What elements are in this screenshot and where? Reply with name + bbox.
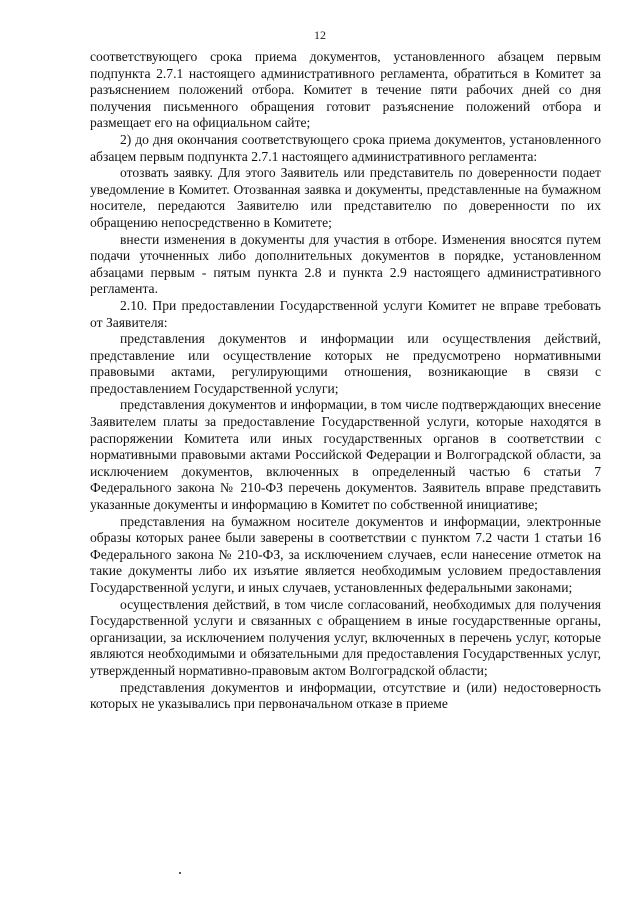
document-body [90, 49, 601, 713]
paragraph: соответствующего срока приема документов, установленного абзацем первым подпункта 2.7.1 настоящего административного регламента, обратиться в Комитет за разъяснением положений отбора. Комитет в течение пяти рабочих дней со дня получения письменного обращения готовит разъяснение положений отбора и размещает его на официальном сайте; [90, 49, 601, 131]
paragraph: отозвать заявку. Для этого Заявитель или представитель по доверенности подает уведомление в Комитет. Отозванная заявка и документы, представленные на бумажном носителе, передаются Заявителю или представителю по доверенности по их обращению непосредственно в Комитете; [90, 165, 601, 230]
paragraph: 2) до дня окончания соответствующего срока приема документов, установленного абзацем первым подпункта 2.7.1 настоящего административного регламента: [90, 131, 601, 164]
paragraph: внести изменения в документы для участия в отборе. Изменения вносятся путем подачи уточненных либо дополнительных документов в порядке, установленном абзацами первым - пятым пункта 2.8 и пункта 2.9 настоящего административного регламента. [90, 231, 601, 297]
paragraph: представления документов и информации или осуществления действий, представление или осуществление которых не предусмотрено нормативными правовыми актами, регулирующими отношения, возникающие в связи с предоставлением Государственной услуги; [90, 331, 601, 396]
paragraph: осуществления действий, в том числе согласований, необходимых для получения Государственной услуги и связанных с обращением в иные государственные органы, организации, за исключением получения услуг, включенных в перечень услуг, которые являются необходимыми и обязательными для предоставления Государственных услуг, утвержденный нормативно-правовым актом Волгоградской области; [90, 596, 601, 678]
paragraph: 2.10. При предоставлении Государственной услуги Комитет не вправе требовать от Заявителя: [90, 297, 601, 330]
paragraph: представления документов и информации, в том числе подтверждающих внесение Заявителем платы за предоставление Государственной услуги, которые находятся в распоряжении Комитета или иных государственных органов в соответствии с нормативными правовыми актами Российской Федерации и Волгоградской области, за исключением документов, включенных в определенный частью 6 статьи 7 Федерального закона № 210-ФЗ перечень документов. Заявитель вправе представить указанные документы и информацию в Комитет по собственной инициативе; [90, 397, 601, 513]
page-number: 12 [314, 28, 326, 42]
scan-speck [179, 872, 181, 874]
paragraph: представления документов и информации, отсутствие и (или) недостоверность которых не указывались при первоначальном отказе в приеме [90, 679, 601, 712]
paragraph: представления на бумажном носителе документов и информации, электронные образы которых ранее были заверены в соответствии с пунктом 7.2 части 1 статьи 16 Федерального закона № 210-ФЗ, за исключением случаев, если нанесение отметок на такие документы либо их изъятие является необходимым условием предоставления Государственной услуги, и иных случаев, установленных федеральными законами; [90, 513, 601, 595]
